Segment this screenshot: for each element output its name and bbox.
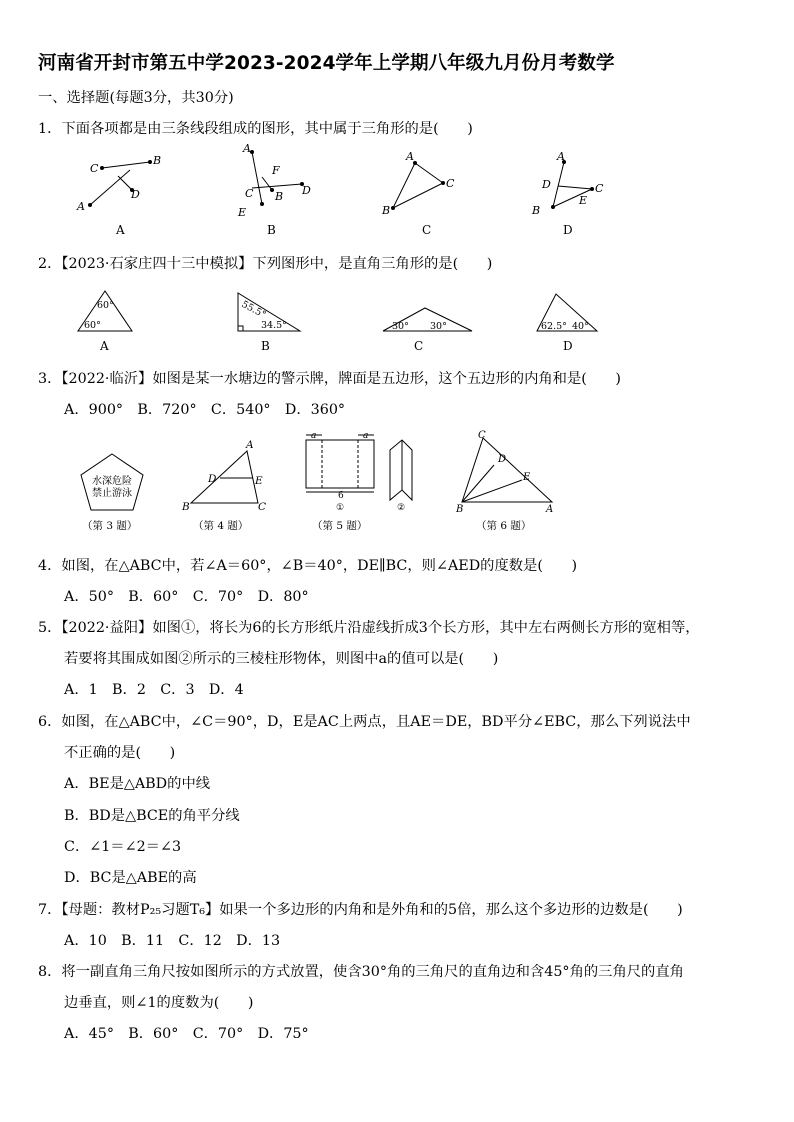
question-6-option-d: D．BC是△ABE的高 [64, 870, 197, 886]
svg-text:34.5°: 34.5° [261, 320, 287, 331]
svg-text:C: C [595, 182, 604, 195]
q1-label-d: D [563, 223, 573, 237]
svg-text:C: C [258, 501, 267, 513]
svg-text:E: E [523, 472, 531, 483]
svg-text:C: C [446, 177, 455, 190]
question-6-option-a: A．BE是△ABD的中线 [64, 776, 211, 792]
question-1-stem: 1．下面各项都是由三条线段组成的图形，其中属于三角形的是( ) [38, 121, 473, 137]
svg-text:60°: 60° [97, 300, 114, 311]
question-3-stem: 3．【2022·临沂】如图是某一水塘边的警示牌，牌面是五边形，这个五边形的内角和是( ) [38, 371, 622, 387]
svg-text:E: E [579, 194, 588, 207]
svg-text:C: C [414, 339, 424, 353]
question-6-stem-line2: 不正确的是( ) [64, 745, 176, 761]
svg-text:B: B [275, 190, 284, 203]
question-5-stem-line2: 若要将其围成如图②所示的三棱柱形物体，则图中a的值可以是( ) [64, 651, 499, 667]
svg-text:60°: 60° [84, 320, 101, 331]
caption-fig4: （第 4 题） [193, 520, 249, 532]
question-1-figures [60, 142, 620, 240]
svg-text:C: C [478, 430, 486, 441]
q1-label-c: C [422, 223, 432, 237]
question-6-stem-line1: 6．如图，在△ABC中，∠C＝90°，D，E是AC上两点，且AE＝DE，BD平分∠EBC，那么下列说法中 [38, 714, 691, 730]
svg-text:a: a [363, 431, 369, 441]
svg-text:A: A [406, 150, 414, 163]
section-heading: 一、选择题(每题3分，共30分) [38, 90, 234, 106]
svg-text:6: 6 [338, 491, 344, 501]
question-5-stem-line1: 5．【2022·益阳】如图①，将长为6的长方形纸片沿虚线折成3个长方形，其中左右两侧长方形的宽相等， [38, 620, 700, 636]
page-title: 河南省开封市第五中学2023-2024学年上学期八年级九月份月考数学 [38, 53, 615, 74]
svg-text:55.5°: 55.5° [239, 298, 268, 321]
svg-text:62.5°: 62.5° [541, 321, 567, 332]
svg-text:D: D [131, 188, 140, 201]
svg-text:A: A [243, 142, 251, 155]
svg-text:B: B [382, 204, 391, 217]
caption-fig3: （第 3 题） [82, 520, 138, 532]
svg-text:C: C [90, 162, 99, 175]
svg-text:A: A [557, 150, 565, 163]
svg-text:40°: 40° [572, 321, 589, 332]
caption-fig5: （第 5 题） [312, 520, 368, 532]
question-8-stem-line2: 边垂直，则∠1的度数为( ) [64, 995, 254, 1011]
svg-text:②: ② [397, 503, 406, 513]
svg-text:E: E [255, 475, 263, 487]
svg-text:B: B [532, 204, 541, 217]
svg-text:a: a [311, 431, 317, 441]
svg-text:D: D [542, 178, 551, 191]
figures-3-to-6 [60, 430, 620, 542]
question-5-options: A．1 B．2 C．3 D．4 [64, 682, 244, 698]
q1-label-b: B [267, 223, 276, 237]
question-4-options: A．50° B．60° C．70° D．80° [64, 589, 309, 605]
q1-label-a: A [116, 223, 125, 237]
svg-text:D: D [208, 473, 217, 485]
svg-text:①: ① [336, 503, 345, 513]
svg-text:A: A [546, 504, 554, 515]
sign-line1: 水深危险 [92, 476, 132, 487]
question-4-stem: 4．如图，在△ABC中，若∠A＝60°，∠B＝40°，DE∥BC，则∠AED的度数是( ) [38, 558, 578, 574]
svg-text:B: B [153, 154, 162, 167]
svg-text:C: C [245, 187, 254, 200]
svg-text:D: D [302, 184, 311, 197]
question-2-stem: 2．【2023·石家庄四十三中模拟】下列图形中，是直角三角形的是( ) [38, 256, 493, 272]
question-6-option-c: C．∠1＝∠2＝∠3 [64, 839, 182, 855]
caption-fig6: （第 6 题） [476, 520, 532, 532]
svg-text:A: A [100, 339, 109, 353]
svg-text:B: B [456, 504, 464, 515]
svg-text:A: A [77, 200, 85, 213]
svg-text:D: D [498, 454, 507, 465]
svg-text:30°: 30° [392, 321, 409, 332]
question-7-options: A．10 B．11 C．12 D．13 [64, 933, 281, 949]
svg-text:F: F [272, 164, 280, 177]
svg-text:B: B [182, 501, 190, 513]
sign-line2: 禁止游泳 [92, 488, 132, 499]
svg-text:30°: 30° [430, 321, 447, 332]
svg-text:E: E [238, 206, 247, 219]
question-6-option-b: B．BD是△BCE的角平分线 [64, 808, 240, 824]
question-8-options: A．45° B．60° C．70° D．75° [64, 1026, 309, 1042]
question-3-options: A．900° B．720° C．540° D．360° [64, 402, 346, 418]
svg-text:B: B [261, 339, 270, 353]
question-8-stem-line1: 8．将一副直角三角尺按如图所示的方式放置，使含30°角的三角尺的直角边和含45°角的三角尺的直角 [38, 964, 684, 980]
svg-text:A: A [246, 439, 254, 451]
question-2-figures [60, 286, 620, 356]
svg-text:D: D [563, 339, 573, 353]
question-7-stem: 7．【母题：教材P₂₅习题T₆】如果一个多边形的内角和是外角和的5倍，那么这个多边形的边数是( ) [38, 902, 683, 918]
